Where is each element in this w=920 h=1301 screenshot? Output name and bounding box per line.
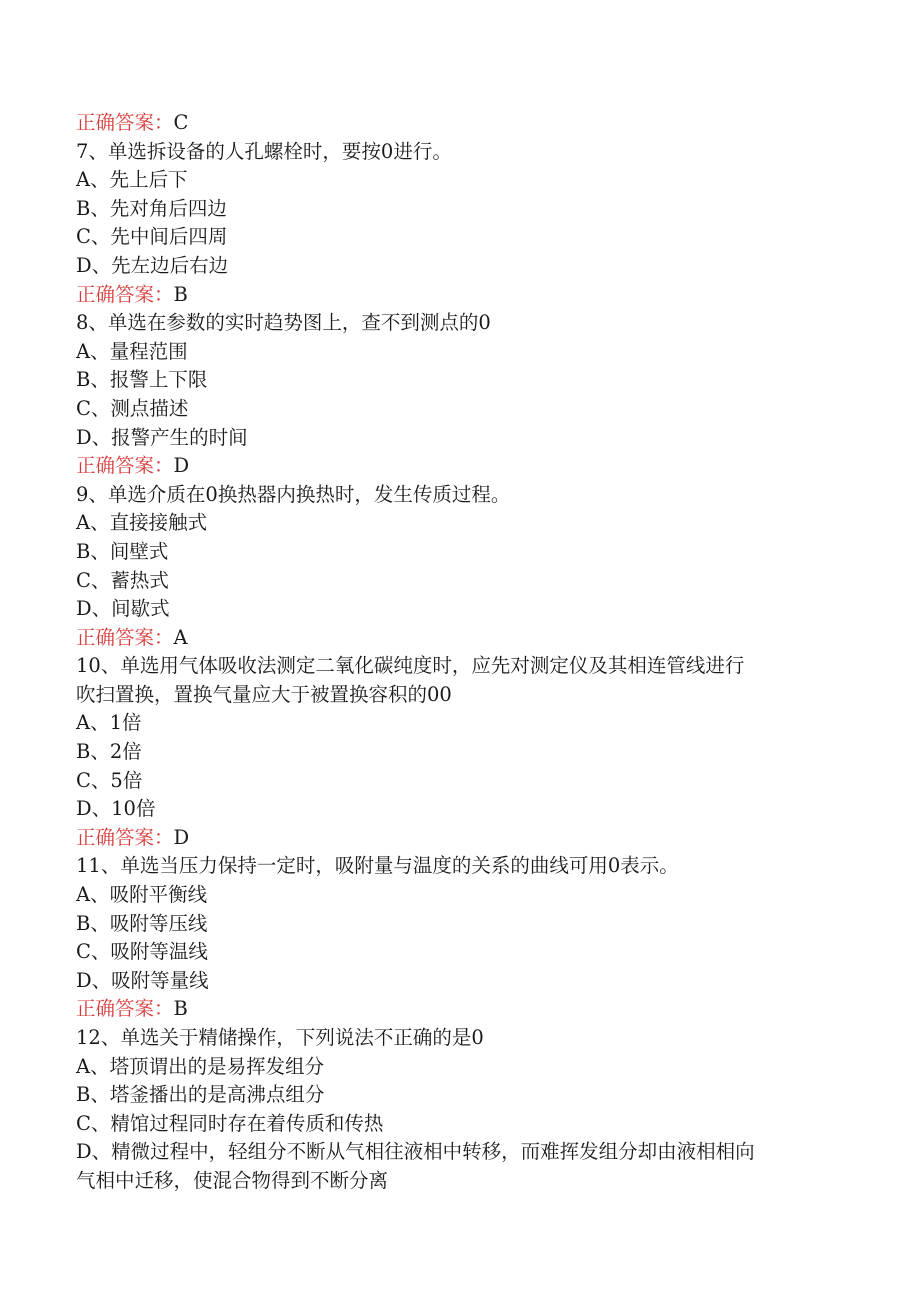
correct-answer (76, 452, 856, 481)
answer-label: 正确答案： (76, 111, 174, 134)
question-text: 10、单选用气体吸收法测定二氧化碳纯度时，应先对测定仪及其相连管线进行 (76, 654, 745, 678)
answer-value: C (173, 111, 189, 134)
answer-option: B、报警上下限 (76, 368, 208, 392)
correct-answer (76, 281, 856, 310)
answer-label: 正确答案： (76, 282, 174, 306)
answer-option: D、先左边后右边 (76, 253, 229, 277)
answer-option: A、塔顶谓出的是易挥发组分 (76, 1054, 325, 1078)
question-text: 12、单选关于精储操作，下列说法不正确的是0 (76, 1026, 484, 1049)
answer-option: D、吸附等量线 (76, 968, 209, 992)
answer-option: C、测点描述 (76, 396, 189, 420)
document-page (76, 109, 856, 1196)
answer-value: D (173, 825, 190, 849)
answer-label: 正确答案： (76, 454, 174, 478)
question-text: 7、单选拆设备的人孔螺栓时，要按0进行。 (76, 139, 452, 163)
answer-option: A、吸附平衡线 (76, 883, 208, 907)
answer-value: B (173, 282, 188, 306)
correct-answer (76, 824, 856, 853)
answer-label: 正确答案： (76, 625, 174, 649)
answer-option: D、10倍 (76, 797, 156, 821)
answer-option: C、吸附等温线 (76, 940, 208, 964)
question-text: 9、单选介质在0换热器内换热时，发生传质过程。 (76, 482, 511, 506)
answer-option: D、报警产生的时间 (76, 425, 248, 449)
answer-option: A、1倍 (76, 711, 142, 735)
answer-option: C、蓄热式 (76, 568, 169, 592)
correct-answer (76, 624, 856, 653)
answer-option: 气相中迁移，使混合物得到不断分离 (76, 1168, 389, 1192)
answer-value: B (173, 997, 188, 1021)
question-text: 11、单选当压力保持一定时，吸附量与温度的关系的曲线可用0表示。 (76, 854, 679, 878)
answer-value: D (173, 454, 190, 478)
answer-value: A (173, 625, 188, 649)
answer-label: 正确答案： (76, 825, 174, 849)
answer-option: C、先中间后四周 (76, 225, 228, 249)
correct-answer (76, 109, 856, 138)
answer-option: D、精微过程中，轻组分不断从气相往液相中转移，而难挥发组分却由液相相向 (76, 1140, 755, 1164)
answer-option: B、2倍 (76, 740, 142, 764)
answer-label: 正确答案： (76, 997, 174, 1021)
question-text: 吹扫置换，置换气量应大于被置换容积的00 (76, 682, 452, 706)
answer-option: B、先对角后四边 (76, 196, 227, 220)
answer-option: C、精馆过程同时存在着传质和传热 (76, 1111, 384, 1135)
answer-option: B、间壁式 (76, 539, 169, 563)
answer-option: A、量程范围 (76, 339, 188, 363)
question-text: 8、单选在参数的实时趋势图上，查不到测点的0 (76, 311, 491, 335)
answer-option: B、塔釜播出的是高沸点组分 (76, 1083, 325, 1107)
correct-answer (76, 995, 856, 1024)
answer-option: C、5倍 (76, 768, 143, 792)
answer-option: B、吸附等压线 (76, 911, 208, 935)
answer-option: A、先上后下 (76, 168, 188, 192)
answer-option: A、直接接触式 (76, 511, 208, 535)
answer-option: D、间歇式 (76, 597, 170, 621)
